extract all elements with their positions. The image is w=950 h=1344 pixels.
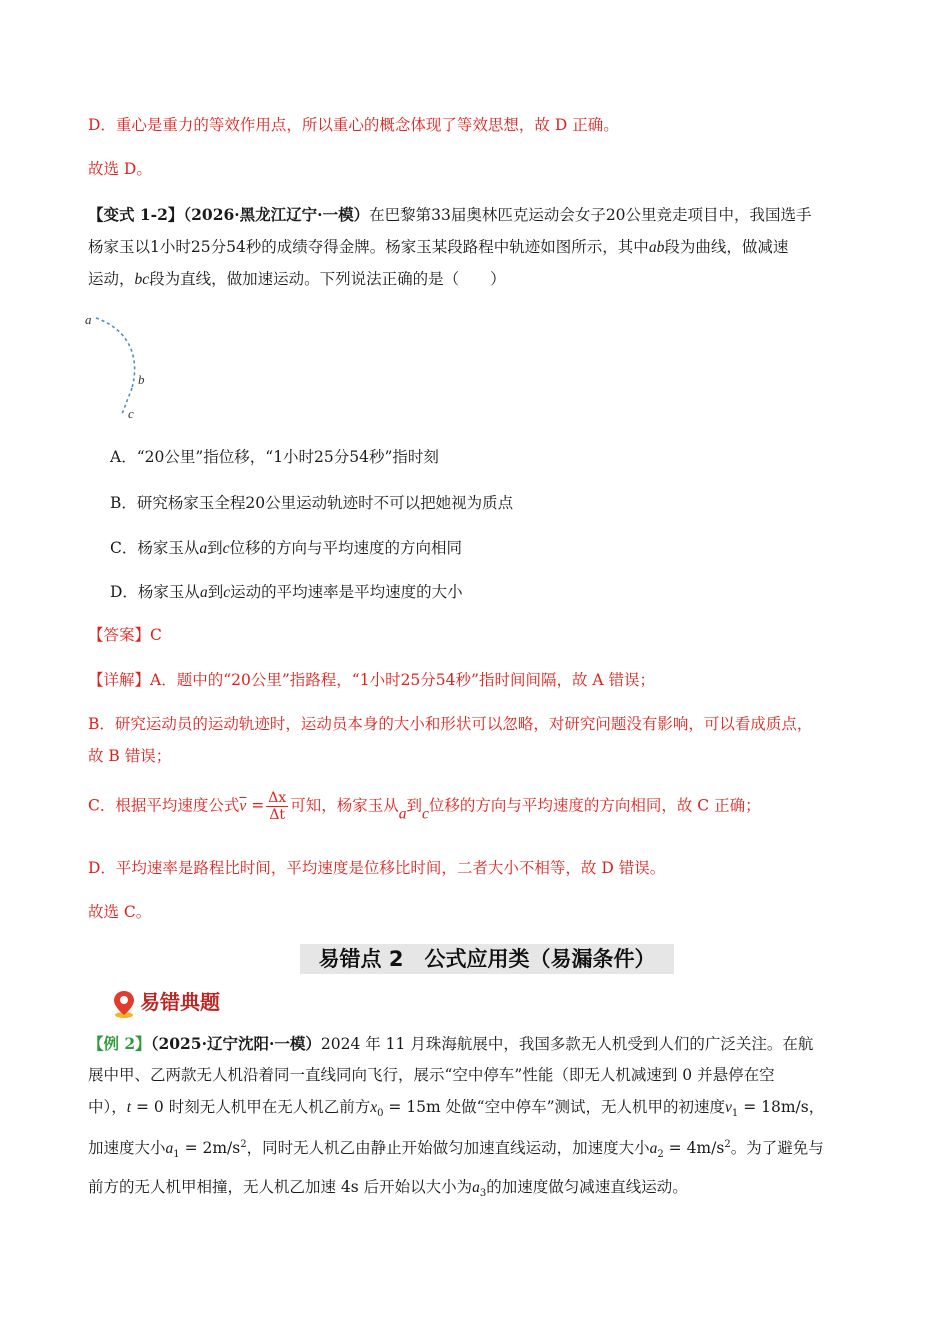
prev-option-d: D．重心是重力的等效作用点，所以重心的概念体现了等效思想，故 D 正确。 <box>88 116 619 134</box>
segment-ab: ab <box>648 239 665 256</box>
trajectory-curve-ab <box>96 318 135 388</box>
option-d: D．杨家玉从a到c运动的平均速率是平均速度的大小 <box>110 583 463 601</box>
explain-d: D．平均速率是路程比时间，平均速度是位移比时间，二者大小不相等，故 D 错误。 <box>88 859 666 877</box>
error-example-badge <box>112 985 220 1019</box>
example-tag: 【例 2】 <box>88 1034 151 1053</box>
label-c: c <box>128 406 134 421</box>
answer-value: C <box>150 626 162 644</box>
question-tag: 【变式 1-2】（2026·黑龙江辽宁·一模） <box>88 205 370 224</box>
explain-c: C．根据平均速度公式$\overline{v}$ = $\frac{\Delta x}{\Delta t}$ 可知，杨家玉从a到c位移的方向与平均速度的方向相同，故 C 正确； <box>88 790 761 824</box>
example-line-2: 展中甲、乙两款无人机沿着同一直线同向飞行，展示“空中停车”性能（即无人机减速到 0 并悬停在空 <box>88 1066 775 1084</box>
option-b: B．研究杨家玉全程20公里运动轨迹时不可以把她视为质点 <box>110 494 514 512</box>
velocity-formula: $\frac{\Delta x}{\Delta t}$ <box>268 790 287 824</box>
trajectory-figure <box>80 308 170 423</box>
example-source: （2025·辽宁沈阳·一模） <box>150 1034 321 1053</box>
answer <box>88 628 162 644</box>
badge-label: 易错典题 <box>140 990 220 1014</box>
answer-label: 【答案】 <box>88 626 151 644</box>
explain-a: 【详解】A．题中的“20公里”指路程，“1小时25分54秒”指时间间隔，故 A 错误； <box>88 671 655 689</box>
explain-b-2: 故 B 错误； <box>88 747 172 765</box>
option-a: A．“20公里”指位移，“1小时25分54秒”指时刻 <box>110 448 439 466</box>
explain-select: 故选 C。 <box>88 903 152 921</box>
question-text-2: 杨家玉以1小时25分54秒的成绩夺得金牌。杨家玉某段路程中轨迹如图所示，其中 <box>88 238 649 256</box>
example-line-5: 前方的无人机甲相撞，无人机乙加速 4s 后开始以大小为$a_3$的加速度做匀减速直线运动。 <box>88 1178 688 1199</box>
example-line-1: 【例 2】（2025·辽宁沈阳·一模）2024 年 11 月珠海航展中，我国多款无人机受到人们的广泛关注。在航 <box>88 1034 814 1053</box>
prev-select: 故选 D。 <box>88 160 152 178</box>
question-text-3a: 运动， <box>88 270 135 288</box>
question-text-3b: 段为直线，做加速运动。下列说法正确的是（ ） <box>149 270 506 288</box>
section-title: 易错点 2 公式应用类（易漏条件） <box>300 944 674 974</box>
label-a: a <box>85 312 92 327</box>
location-pin-icon <box>112 989 136 1019</box>
option-c: C．杨家玉从a到c位移的方向与平均速度的方向相同 <box>110 539 463 557</box>
explain-label: 【详解】 <box>88 671 151 689</box>
question-line-3 <box>88 272 506 288</box>
question-text-2b: 段为曲线，做减速 <box>664 238 789 256</box>
question-text-1: 在巴黎第33届奥林匹克运动会女子20公里竞走项目中，我国选手 <box>369 206 812 224</box>
example-line-3: 中），t = 0 时刻无人机甲在无人机乙前方$x_0 = 15m$ 处做“空中停车”测试，无人机甲的初速度$v_1 = 18m/s$， <box>88 1098 825 1119</box>
segment-bc: bc <box>134 271 150 288</box>
label-b: b <box>138 372 145 387</box>
question-line-2 <box>88 240 788 256</box>
question-line-1 <box>88 207 812 224</box>
explain-b-1: B．研究运动员的运动轨迹时，运动员本身的大小和形状可以忽略，对研究问题没有影响，可以看成质点， <box>88 715 813 733</box>
example-line-4: 加速度大小$a_1 = 2m/s^2$，同时无人机乙由静止开始做匀加速直线运动，加速度大小$a_2 = 4m/s^2$。为了避免与 <box>88 1139 824 1160</box>
